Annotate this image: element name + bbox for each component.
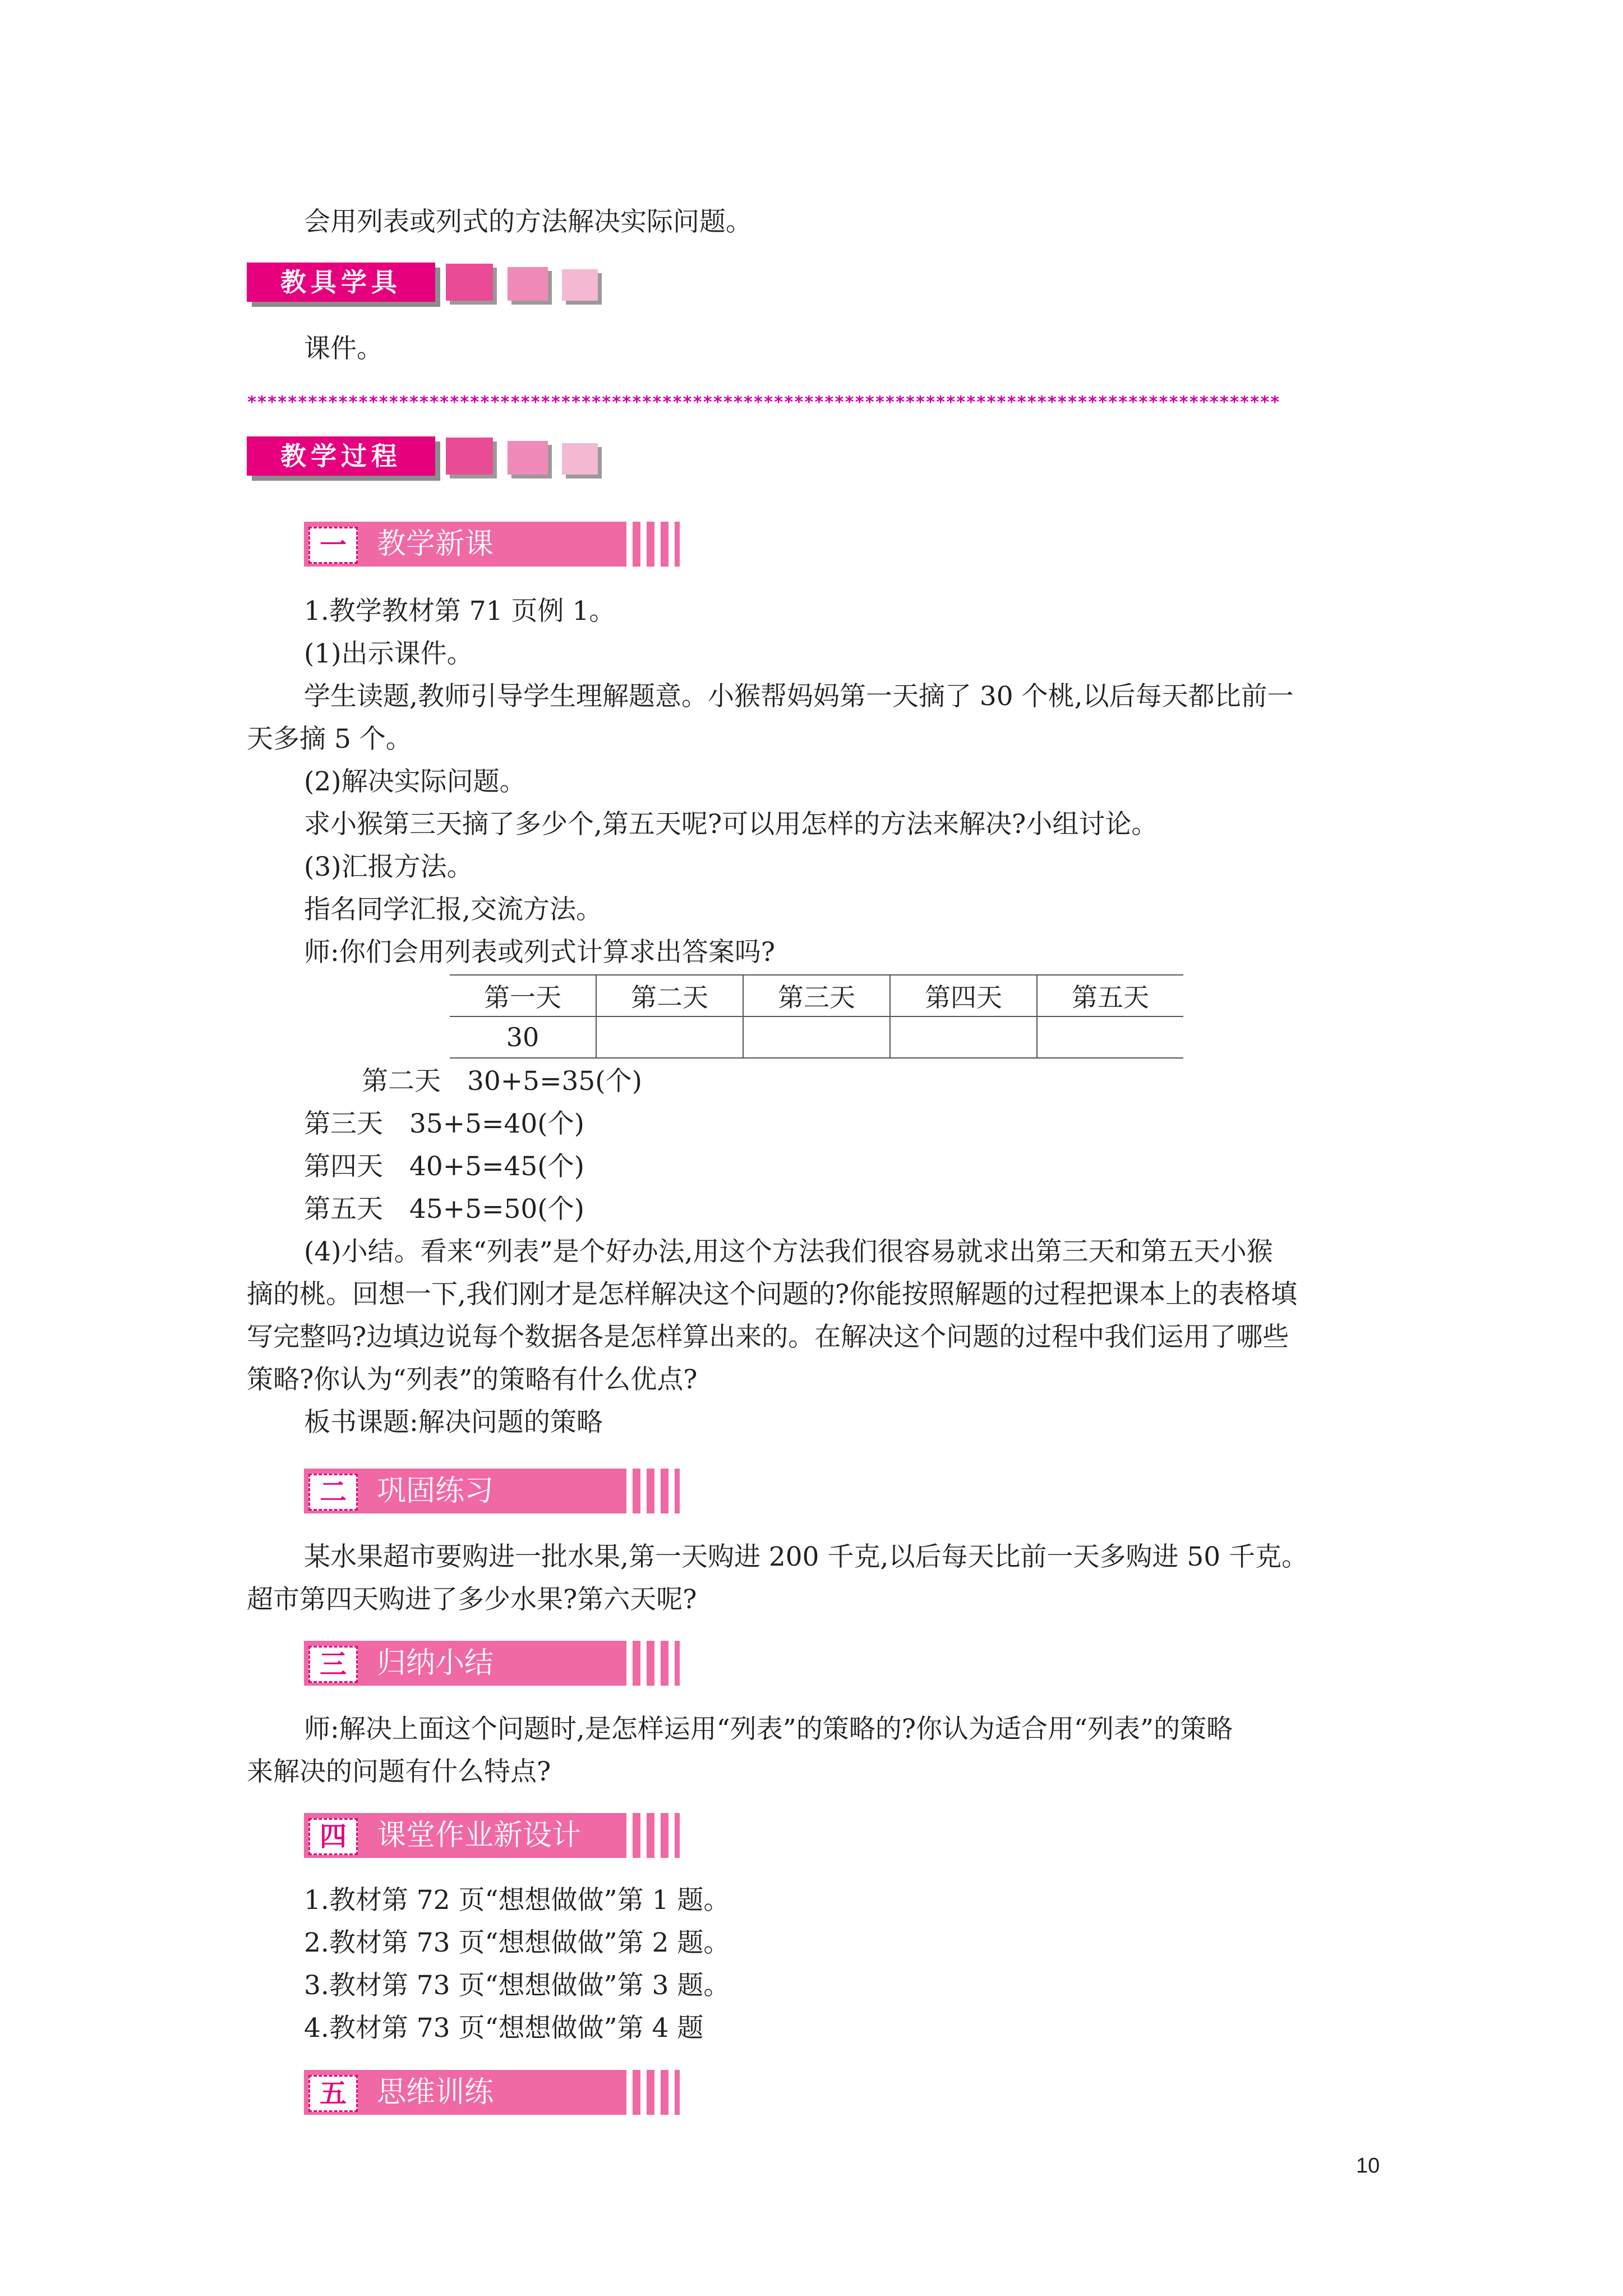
calc-line: 第四天 40+5=45(个) <box>304 1151 584 1182</box>
table-header-cell: 第三天 <box>743 975 890 1016</box>
lesson-line: 指名同学汇报,交流方法。 <box>304 894 602 925</box>
section-header-4 <box>304 1813 680 1858</box>
decor-square <box>508 441 548 475</box>
lesson-line: 1.教学教材第 71 页例 1。 <box>304 596 616 627</box>
calc-line: 第二天 30+5=35(个) <box>362 1066 642 1097</box>
lesson-line: 学生读题,教师引导学生理解题意。小猴帮妈妈第一天摘了 30 个桃,以后每天都比前一 <box>304 681 1294 712</box>
table-cell: 30 <box>450 1016 596 1058</box>
section-title: 归纳小结 <box>377 1646 494 1680</box>
page-number: 10 <box>1356 2154 1380 2178</box>
objective-text: 会用列表或列式的方法解决实际问题。 <box>304 206 752 237</box>
days-table <box>450 974 1183 1059</box>
lesson-line: 天多摘 5 个。 <box>247 724 412 754</box>
section-header-5 <box>304 2070 680 2115</box>
decor-square <box>562 443 598 475</box>
decor-square <box>508 267 548 301</box>
lesson-line: 求小猴第三天摘了多少个,第五天呢?可以用怎样的方法来解决?小组讨论。 <box>304 809 1158 840</box>
lesson-line: 板书课题:解决问题的策略 <box>304 1407 603 1438</box>
table-cell <box>596 1016 743 1058</box>
decor-square <box>562 269 598 301</box>
table-header-cell: 第二天 <box>596 975 743 1016</box>
homework-item: 4.教材第 73 页“想想做做”第 4 题 <box>304 2013 704 2044</box>
section-title: 思维训练 <box>377 2076 494 2109</box>
section-number: 二 <box>308 1474 358 1511</box>
homework-item: 2.教材第 73 页“想想做做”第 2 题。 <box>304 1927 730 1958</box>
table-header-cell: 第一天 <box>450 975 596 1016</box>
lesson-line: 师:你们会用列表或列式计算求出答案吗? <box>304 937 776 968</box>
section-header-3 <box>304 1641 680 1686</box>
section-number: 一 <box>308 527 358 564</box>
section-title: 巩固练习 <box>377 1474 494 1508</box>
section-title: 课堂作业新设计 <box>377 1819 582 1852</box>
section-number: 四 <box>308 1818 358 1855</box>
table-cell <box>1037 1016 1183 1058</box>
decor-square <box>446 264 493 301</box>
section-header-2 <box>304 1469 680 1513</box>
calc-line: 第三天 35+5=40(个) <box>304 1108 584 1139</box>
table-header-cell: 第四天 <box>890 975 1037 1016</box>
process-label: 教学过程 <box>247 436 435 476</box>
summary-line: 来解决的问题有什么特点? <box>247 1756 551 1787</box>
table-cell <box>890 1016 1037 1058</box>
calc-line: 第五天 45+5=50(个) <box>304 1194 584 1225</box>
summary-line: 师:解决上面这个问题时,是怎样运用“列表”的策略的?你认为适合用“列表”的策略 <box>304 1714 1233 1745</box>
decor-square <box>446 438 493 475</box>
table-cell <box>743 1016 890 1058</box>
star-divider: ****************************************************************************************************** <box>247 395 1280 410</box>
table-header-cell: 第五天 <box>1037 975 1183 1016</box>
lesson-line: 摘的桃。回想一下,我们刚才是怎样解决这个问题的?你能按照解题的过程把课本上的表格填 <box>247 1279 1298 1310</box>
homework-item: 3.教材第 73 页“想想做做”第 3 题。 <box>304 1970 730 2001</box>
lesson-line: 策略?你认为“列表”的策略有什么优点? <box>247 1364 698 1395</box>
tools-text: 课件。 <box>304 333 383 364</box>
lesson-line: 写完整吗?边填边说每个数据各是怎样算出来的。在解决这个问题的过程中我们运用了哪些 <box>247 1322 1289 1352</box>
lesson-line: (3)汇报方法。 <box>304 852 473 882</box>
section-header-1 <box>304 522 680 567</box>
tools-label: 教具学具 <box>247 263 435 302</box>
lesson-line: (1)出示课件。 <box>304 638 473 669</box>
practice-line: 超市第四天购进了多少水果?第六天呢? <box>247 1584 697 1615</box>
lesson-line: (2)解决实际问题。 <box>304 766 526 797</box>
homework-item: 1.教材第 72 页“想想做做”第 1 题。 <box>304 1885 730 1916</box>
section-number: 五 <box>308 2075 358 2112</box>
practice-line: 某水果超市要购进一批水果,第一天购进 200 千克,以后每天比前一天多购进 50 千克。 <box>304 1542 1308 1572</box>
section-title: 教学新课 <box>377 527 494 561</box>
lesson-line: (4)小结。看来“列表”是个好办法,用这个方法我们很容易就求出第三天和第五天小猴 <box>304 1236 1273 1267</box>
section-number: 三 <box>308 1646 358 1683</box>
